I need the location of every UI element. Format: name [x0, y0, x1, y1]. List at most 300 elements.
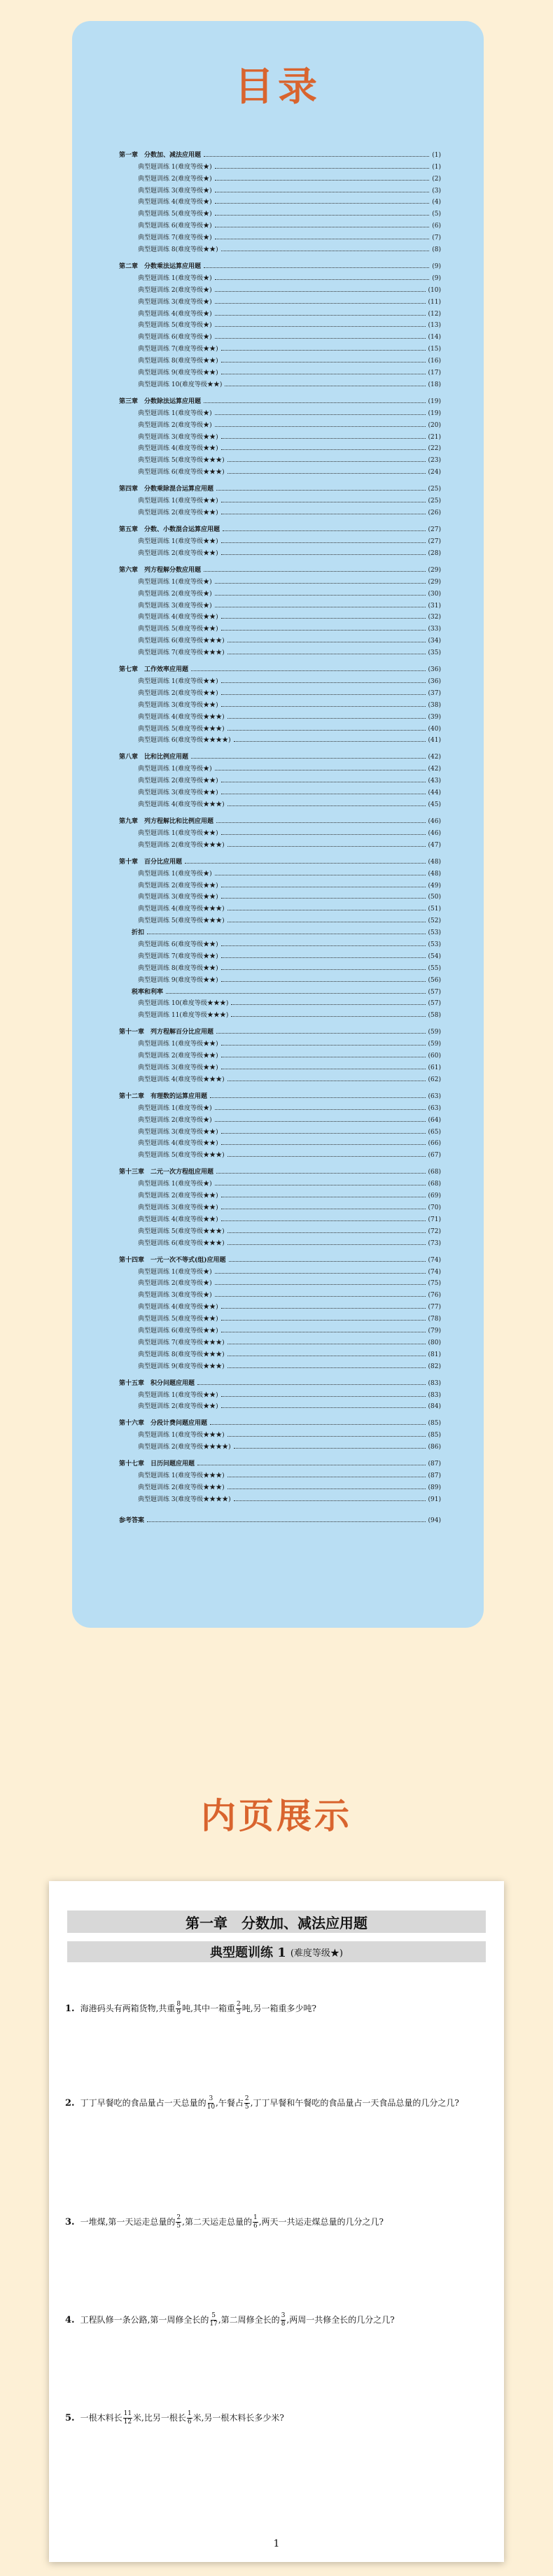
- toc-row-label: 典型题训练 3(难度等级★★): [138, 701, 218, 709]
- toc-section-row: [119, 1100, 441, 1112]
- toc-row-label: 典型题训练 6(难度等级★★): [138, 941, 218, 948]
- toc-row-page: (78): [428, 1316, 441, 1323]
- toc-leader-dots: [215, 291, 426, 292]
- fraction-numerator: 3: [281, 2312, 286, 2319]
- question-item: [65, 2091, 485, 2116]
- toc-leader-dots: [215, 279, 430, 280]
- toc-section-row: [119, 545, 441, 557]
- toc-row-label: 典型题训练 5(难度等级★★★): [138, 917, 225, 925]
- toc-leader-dots: [204, 267, 429, 268]
- toc-leader-dots: [227, 718, 426, 719]
- question-text: ,第二周修全长的: [218, 2315, 280, 2325]
- question-text: 海港码头有两箱货物,共重: [80, 2004, 176, 2013]
- toc-row-label: 第九章 列方程解比和比例应用题: [119, 817, 214, 825]
- toc-section-row: [119, 598, 441, 610]
- toc-row-label: 典型题训练 2(难度等级★★★): [138, 841, 225, 849]
- toc-row-page: (69): [428, 1192, 441, 1200]
- toc-section-row: [119, 183, 441, 195]
- toc-row-label: 典型题训练 6(难度等级★★★): [138, 1239, 225, 1247]
- toc-row-label: 第十二章 有理数的运算应用题: [119, 1092, 208, 1100]
- toc-row-page: (65): [428, 1128, 441, 1136]
- question-text: 丁丁早餐吃的食品量占一天总量的: [80, 2098, 206, 2108]
- fraction-denominator: 3: [236, 2009, 241, 2016]
- toc-leader-dots: [221, 1320, 426, 1321]
- toc-leader-dots: [215, 338, 426, 339]
- toc-section-row: [119, 733, 441, 745]
- toc-row-page: (57): [428, 988, 441, 996]
- question-number: 1.: [65, 2004, 75, 2014]
- toc-row-label: 典型题训练 1(难度等级★★): [138, 498, 218, 505]
- toc-leader-dots: [221, 957, 426, 958]
- toc-leader-dots: [221, 630, 426, 631]
- question-item: [65, 1997, 485, 2021]
- toc-leader-dots: [221, 438, 426, 439]
- toc-row-page: (72): [428, 1227, 441, 1235]
- toc-row-label: 第八章 比和比例应用题: [119, 754, 189, 761]
- toc-section-row: [119, 441, 441, 453]
- toc-row-label: 典型题训练 4(难度等级★★★): [138, 713, 225, 721]
- fraction-denominator: 8: [281, 2321, 286, 2328]
- toc-row-label: 典型题训练 2(难度等级★★): [138, 1192, 218, 1200]
- toc-leader-dots: [216, 1033, 426, 1034]
- toc-row-label: 典型题训练 2(难度等级★★): [138, 777, 218, 785]
- toc-section-row: [119, 913, 441, 924]
- toc-row-label: 典型题训练 3(难度等级★): [138, 602, 212, 610]
- toc-section-row: [119, 773, 441, 784]
- question-text: 工程队修一条公路,第一周修全长的: [80, 2315, 209, 2325]
- toc-row-page: (13): [428, 322, 441, 330]
- toc-row-label: 典型题训练 1(难度等级★): [138, 163, 212, 171]
- toc-leader-dots: [227, 461, 426, 462]
- toc-row-label: 典型题训练 3(难度等级★★): [138, 433, 218, 441]
- toc-row-page: (56): [428, 976, 441, 984]
- fraction-denominator: 5: [244, 2104, 249, 2111]
- toc-section-row: [119, 574, 441, 586]
- toc-chapter-row: [119, 1019, 441, 1036]
- toc-chapter-row: [119, 656, 441, 673]
- toc-section-row: [119, 1311, 441, 1323]
- toc-row-page: (83): [428, 1379, 441, 1387]
- toc-row-label: 典型题训练 7(难度等级★★): [138, 346, 218, 353]
- toc-section-row: [119, 697, 441, 709]
- toc-section-row: [119, 294, 441, 306]
- toc-leader-dots: [227, 1156, 426, 1157]
- toc-row-label: 第三章 分数除法运算应用题: [119, 397, 202, 405]
- toc-row-page: (87): [428, 1461, 441, 1468]
- toc-row-label: 第十五章 积分问题应用题: [119, 1379, 195, 1387]
- question-text: ,午餐占: [216, 2098, 244, 2108]
- toc-row-label: 第二章 分数乘法运算应用题: [119, 263, 202, 271]
- toc-row-page: (20): [428, 421, 441, 429]
- toc-row-page: (19): [428, 397, 441, 405]
- toc-row-label: 第五章 分数、小数混合运算应用题: [119, 526, 220, 534]
- toc-leader-dots: [227, 1488, 426, 1489]
- toc-row-page: (89): [428, 1484, 441, 1492]
- toc-section-row: [119, 784, 441, 796]
- toc-leader-dots: [223, 530, 426, 531]
- toc-section-row: [119, 365, 441, 376]
- toc-row-page: (62): [428, 1076, 441, 1083]
- toc-row-page: (67): [428, 1152, 441, 1160]
- toc-section-row: [119, 1112, 441, 1124]
- section-difficulty: (难度等级★): [290, 1948, 343, 1959]
- toc-section-row: [119, 825, 441, 837]
- toc-row-label: 典型题训练 9(难度等级★★★): [138, 1363, 225, 1370]
- toc-row-page: (74): [428, 1256, 441, 1264]
- toc-row-label: 典型题训练 6(难度等级★★★): [138, 638, 225, 645]
- toc-row-page: (19): [428, 409, 441, 417]
- toc-leader-dots: [221, 449, 426, 450]
- toc-row-page: (37): [428, 689, 441, 697]
- toc-row-label: 典型题训练 3(难度等级★★): [138, 894, 218, 901]
- toc-chapter-row: [119, 1083, 441, 1100]
- toc-row-label: 典型题训练 1(难度等级★): [138, 1104, 212, 1112]
- toc-row-label: 典型题训练 3(难度等级★★): [138, 1204, 218, 1212]
- toc-section-row: [119, 329, 441, 341]
- toc-row-label: 典型题训练 5(难度等级★★★): [138, 1152, 225, 1160]
- fraction: [123, 2410, 132, 2426]
- toc-section-row: [119, 1399, 441, 1411]
- toc-row-label: 典型题训练 4(难度等级★): [138, 310, 212, 318]
- toc-row-label: 税率和利率: [132, 988, 164, 996]
- toc-row-label: 典型题训练 4(难度等级★★): [138, 445, 218, 453]
- toc-row-page: (47): [428, 841, 441, 849]
- toc-leader-dots: [215, 583, 426, 584]
- toc-row-page: (3): [432, 187, 441, 195]
- toc-card: [72, 21, 484, 1628]
- toc-section-row: [119, 195, 441, 206]
- toc-row-label: 典型题训练 1(难度等级★): [138, 1181, 212, 1188]
- toc-leader-dots: [227, 1367, 426, 1368]
- toc-row-label: 典型题训练 2(难度等级★★): [138, 689, 218, 697]
- toc-row-page: (34): [428, 638, 441, 645]
- toc-row-label: 典型题训练 8(难度等级★★): [138, 358, 218, 365]
- fraction-numerator: 2: [176, 2214, 181, 2221]
- toc-row-label: 典型题训练 7(难度等级★): [138, 234, 212, 242]
- toc-section-row: [119, 685, 441, 697]
- toc-section-row: [119, 837, 441, 849]
- toc-row-label: 第四章 分数乘除混合运算应用题: [119, 486, 214, 493]
- toc-row-label: 典型题训练 6(难度等级★): [138, 334, 212, 342]
- question-number: 3.: [65, 2217, 75, 2227]
- toc-row-page: (64): [428, 1116, 441, 1124]
- toc-section-row: [119, 1323, 441, 1335]
- toc-leader-dots: [215, 303, 426, 304]
- toc-row-page: (26): [428, 509, 441, 517]
- toc-leader-dots: [191, 758, 426, 759]
- toc-section-row: [119, 341, 441, 353]
- toc-row-label: 典型题训练 2(难度等级★★): [138, 1053, 218, 1060]
- toc-row-label: 典型题训练 1(难度等级★): [138, 766, 212, 773]
- toc-row-label: 典型题训练 3(难度等级★): [138, 187, 212, 195]
- toc-row-page: (81): [428, 1351, 441, 1358]
- toc-chapter-row: [119, 1410, 441, 1427]
- toc-row-page: (27): [428, 537, 441, 545]
- fraction-numerator: 11: [123, 2410, 132, 2417]
- toc-row-label: 典型题训练 1(难度等级★★): [138, 537, 218, 545]
- toc-row-page: (55): [428, 964, 441, 972]
- toc-row-label: 第十七章 日历问题应用题: [119, 1461, 195, 1468]
- toc-row-page: (87): [428, 1472, 441, 1480]
- section-heading: [67, 1941, 486, 1962]
- toc-section-row: [119, 417, 441, 429]
- toc-section-row: [119, 1060, 441, 1071]
- toc-row-label: 典型题训练 5(难度等级★★★): [138, 725, 225, 733]
- toc-row-page: (32): [428, 614, 441, 621]
- toc-row-label: 典型题训练 1(难度等级★★): [138, 1391, 218, 1399]
- toc-row-label: 典型题训练 11(难度等级★★★): [138, 1012, 229, 1020]
- toc-leader-dots: [221, 1133, 426, 1134]
- toc-chapter-row: [119, 253, 441, 270]
- question-number: 4.: [65, 2315, 75, 2325]
- toc-section-row: [119, 1176, 441, 1188]
- toc-row-page: (68): [428, 1169, 441, 1176]
- toc-section-row: [119, 1211, 441, 1223]
- toc-leader-dots: [227, 730, 426, 731]
- toc-row-page: (17): [428, 369, 441, 377]
- toc-leader-dots: [234, 1500, 426, 1501]
- question-text: 吨,其中一箱重: [182, 2004, 235, 2013]
- fraction: [187, 2410, 192, 2426]
- toc-section-row: [119, 721, 441, 733]
- toc-leader-dots: [215, 414, 426, 415]
- toc-row-label: 典型题训练 4(难度等级★★): [138, 1140, 218, 1148]
- toc-row-label: 典型题训练 4(难度等级★): [138, 199, 212, 206]
- toc-row-label: 典型题训练 2(难度等级★★): [138, 549, 218, 557]
- toc-row-page: (42): [428, 754, 441, 761]
- page-number: 1: [273, 2538, 280, 2549]
- toc-row-page: (40): [428, 725, 441, 733]
- toc-section-row: [119, 1264, 441, 1276]
- toc-row-label: 典型题训练 3(难度等级★): [138, 298, 212, 306]
- toc-section-row: [119, 452, 441, 464]
- toc-row-label: 典型题训练 4(难度等级★★★): [138, 801, 225, 808]
- toc-section-row: [119, 1136, 441, 1148]
- toc-leader-dots: [227, 846, 426, 847]
- toc-section-row: [119, 218, 441, 230]
- toc-row-page: (42): [428, 766, 441, 773]
- toc-section-row: [119, 376, 441, 388]
- toc-row-label: 典型题训练 1(难度等级★★): [138, 1041, 218, 1048]
- toc-row-label: 典型题训练 2(难度等级★): [138, 421, 212, 429]
- toc-leader-dots: [215, 1121, 426, 1122]
- toc-row-page: (63): [428, 1092, 441, 1100]
- toc-leader-dots: [210, 1097, 426, 1098]
- toc-section-row: [119, 1188, 441, 1199]
- toc-topic-row: [119, 984, 441, 996]
- question-text: 吨,另一箱重多少吨?: [241, 2004, 316, 2013]
- toc-row-page: (27): [428, 526, 441, 534]
- toc-leader-dots: [221, 1396, 426, 1397]
- toc-row-label: 典型题训练 3(难度等级★★): [138, 1128, 218, 1136]
- toc-leader-dots: [231, 1004, 425, 1005]
- toc-chapter-row: [119, 744, 441, 761]
- toc-section-row: [119, 282, 441, 294]
- toc-leader-dots: [166, 993, 426, 994]
- toc-row-page: (91): [428, 1495, 441, 1503]
- toc-row-page: (48): [428, 858, 441, 866]
- toc-row-label: 典型题训练 1(难度等级★): [138, 578, 212, 586]
- section-heading-label: 典型题训练 1: [210, 1945, 286, 1960]
- toc-leader-dots: [227, 1244, 426, 1245]
- toc-leader-dots: [216, 1173, 426, 1174]
- toc-row-page: (52): [428, 917, 441, 925]
- toc-section-row: [119, 972, 441, 984]
- toc-row-page: (7): [432, 234, 441, 242]
- toc-row-label: 第十三章 二元一次方程组应用题: [119, 1169, 214, 1176]
- toc-leader-dots: [197, 1384, 426, 1385]
- question-text: 一根木料长: [80, 2413, 122, 2423]
- question-text: ,两天一共运走煤总量的几分之几?: [258, 2217, 384, 2227]
- toc-row-label: 第十四章 一元一次不等式(组)应用题: [119, 1256, 226, 1264]
- toc-row-label: 典型题训练 10(难度等级★★★): [138, 1000, 229, 1008]
- toc-row-label: 典型题训练 5(难度等级★★★): [138, 457, 225, 465]
- fraction: [176, 2001, 181, 2017]
- toc-row-label: 典型题训练 1(难度等级★★★): [138, 1432, 225, 1440]
- toc-row-page: (63): [428, 1104, 441, 1112]
- question-number: 2.: [65, 2098, 75, 2109]
- toc-section-row: [119, 1439, 441, 1451]
- toc-row-page: (25): [428, 498, 441, 505]
- question-text: 米,比另一根长: [133, 2413, 186, 2423]
- toc-row-label: 典型题训练 5(难度等级★): [138, 211, 212, 218]
- toc-row-page: (60): [428, 1053, 441, 1060]
- toc-chapter-row: [119, 808, 441, 825]
- toc-row-page: (4): [432, 199, 441, 206]
- toc-row-page: (80): [428, 1339, 441, 1346]
- toc-row-page: (70): [428, 1204, 441, 1212]
- fraction-denominator: 10: [206, 2104, 216, 2111]
- toc-row-label: 第十章 百分比应用题: [119, 858, 183, 866]
- toc-leader-dots: [221, 542, 426, 543]
- chapter-heading: 第一章 分数加、减法应用题: [67, 1910, 486, 1933]
- toc-leader-dots: [215, 426, 426, 427]
- toc-chapter-row: [119, 1370, 441, 1387]
- toc-row-label: 典型题训练 3(难度等级★): [138, 1292, 212, 1300]
- question-item: [65, 2210, 485, 2234]
- toc-row-label: 参考答案: [119, 1516, 145, 1524]
- toc-row-label: 典型题训练 10(难度等级★★): [138, 381, 223, 388]
- toc-chapter-row: [119, 147, 441, 159]
- toc-row-page: (23): [428, 457, 441, 465]
- fraction-numerator: 5: [211, 2312, 216, 2319]
- toc-section-row: [119, 1036, 441, 1048]
- toc-row-page: (9): [432, 263, 441, 271]
- toc-chapter-row: [119, 1451, 441, 1468]
- toc-section-row: [119, 1287, 441, 1299]
- toc-leader-dots: [215, 595, 426, 596]
- toc-title: 目录: [234, 64, 321, 110]
- toc-leader-dots: [231, 1016, 425, 1017]
- toc-row-label: 典型题训练 9(难度等级★★): [138, 369, 218, 377]
- toc-row-label: 典型题训练 5(难度等级★★): [138, 626, 218, 633]
- toc-row-page: (46): [428, 829, 441, 837]
- toc-row-label: 典型题训练 5(难度等级★★): [138, 1316, 218, 1323]
- toc-leader-dots: [204, 402, 426, 403]
- toc-section-row: [119, 493, 441, 505]
- toc-section-row: [119, 586, 441, 598]
- toc-row-page: (36): [428, 677, 441, 685]
- fraction-denominator: 12: [123, 2419, 132, 2426]
- toc-row-label: 第七章 工作效率应用题: [119, 666, 189, 674]
- toc-row-page: (21): [428, 433, 441, 441]
- toc-row-label: 第六章 列方程解分数应用题: [119, 566, 202, 574]
- toc-row-page: (61): [428, 1064, 441, 1071]
- toc-leader-dots: [215, 326, 426, 327]
- toc-chapter-row: [119, 516, 441, 533]
- toc-leader-dots: [227, 1436, 426, 1437]
- toc-row-label: 典型题训练 7(难度等级★★★): [138, 1339, 225, 1346]
- toc-section-row: [119, 1468, 441, 1479]
- toc-section-row: [119, 405, 441, 417]
- toc-leader-dots: [215, 215, 430, 216]
- question-text: 一堆煤,第一天运走总量的: [80, 2217, 176, 2227]
- toc-section-row: [119, 633, 441, 645]
- toc-row-page: (45): [428, 801, 441, 808]
- toc-row-page: (66): [428, 1140, 441, 1148]
- fraction-denominator: 5: [176, 2223, 181, 2230]
- toc-section-row: [119, 796, 441, 808]
- toc-section-row: [119, 960, 441, 972]
- toc-row-label: 典型题训练 2(难度等级★★): [138, 1403, 218, 1411]
- toc-row-page: (39): [428, 713, 441, 721]
- toc-section-row: [119, 889, 441, 901]
- toc-row-page: (85): [428, 1420, 441, 1428]
- toc-row-page: (58): [428, 1012, 441, 1020]
- toc-leader-dots: [191, 670, 426, 671]
- toc-row-label: 典型题训练 4(难度等级★★): [138, 1304, 218, 1311]
- toc-section-row: [119, 878, 441, 889]
- fraction: [244, 2095, 250, 2111]
- toc-leader-dots: [221, 1045, 426, 1046]
- toc-section-row: [119, 761, 441, 773]
- toc-row-label: 典型题训练 7(难度等级★★): [138, 952, 218, 960]
- toc-row-label: 折扣: [132, 929, 145, 937]
- toc-section-row: [119, 1048, 441, 1060]
- toc-leader-dots: [221, 945, 426, 946]
- toc-section-row: [119, 429, 441, 441]
- toc-row-label: 典型题训练 8(难度等级★★): [138, 246, 218, 254]
- toc-leader-dots: [221, 554, 426, 555]
- toc-row-page: (94): [428, 1516, 441, 1524]
- toc-row-page: (2): [432, 175, 441, 183]
- toc-row-page: (28): [428, 549, 441, 557]
- question-item: [65, 2308, 485, 2332]
- toc-row-page: (59): [428, 1041, 441, 1048]
- fraction-denominator: 6: [187, 2419, 192, 2426]
- toc-row-page: (46): [428, 817, 441, 825]
- toc-row-page: (29): [428, 566, 441, 574]
- toc-row-page: (10): [428, 286, 441, 294]
- toc-row-label: 典型题训练 1(难度等级★): [138, 870, 212, 878]
- toc-section-row: [119, 866, 441, 878]
- toc-section-row: [119, 673, 441, 685]
- toc-leader-dots: [204, 156, 429, 157]
- question-text: ,两周一共修全长的几分之几?: [286, 2315, 395, 2325]
- toc-section-row: [119, 1124, 441, 1136]
- toc-section-row: [119, 948, 441, 960]
- toc-chapter-row: [119, 1247, 441, 1264]
- toc-section-row: [119, 230, 441, 241]
- toc-row-page: (43): [428, 777, 441, 785]
- question-text: ,第二天运走总量的: [182, 2217, 252, 2227]
- toc-row-label: 典型题训练 1(难度等级★): [138, 274, 212, 282]
- toc-leader-dots: [227, 1232, 426, 1233]
- toc-section-row: [119, 901, 441, 913]
- toc-row-label: 典型题训练 1(难度等级★): [138, 1268, 212, 1276]
- toc-row-page: (49): [428, 882, 441, 889]
- toc-leader-dots: [221, 898, 426, 899]
